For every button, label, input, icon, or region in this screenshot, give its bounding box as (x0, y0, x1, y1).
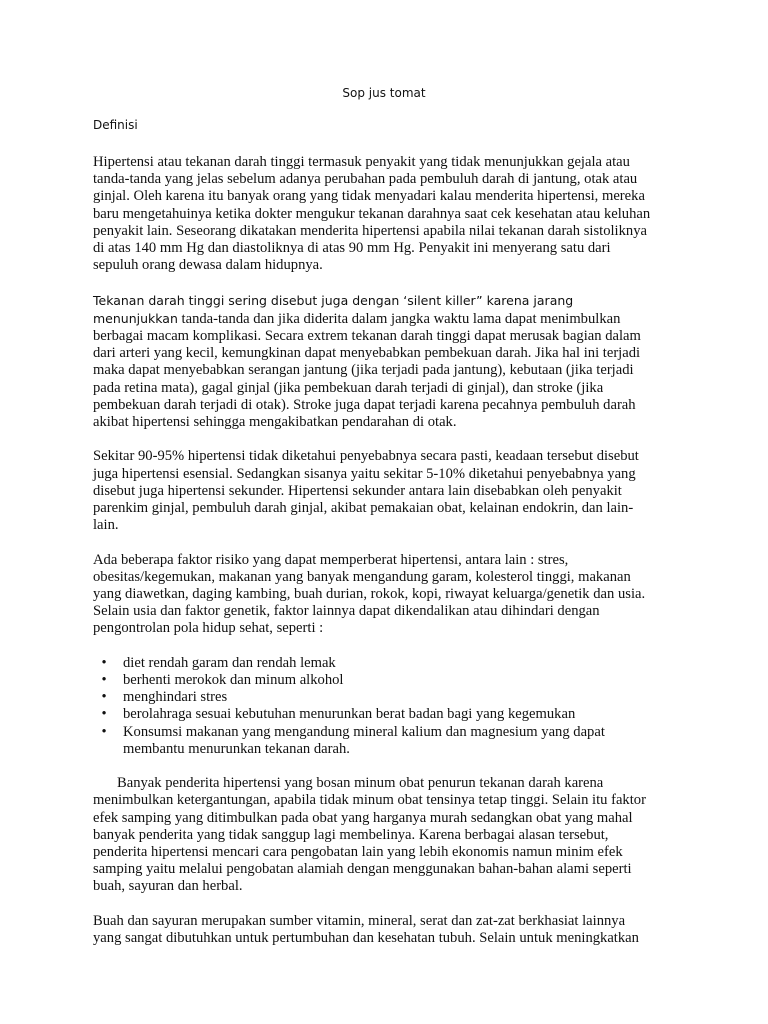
bullet-icon: • (101, 723, 107, 740)
healthy-lifestyle-list (93, 655, 655, 758)
document-title: Sop jus tomat (342, 86, 426, 100)
list-item (101, 723, 655, 758)
bullet-icon: • (101, 654, 107, 671)
list-item-text: diet rendah garam dan rendah lemak (123, 654, 336, 671)
bullet-icon: • (101, 689, 107, 706)
paragraph-risk-factors: Ada beberapa faktor risiko yang dapat memperberat hipertensi, antara lain : stres, obesitas/kegemukan, makanan yang banyak mengandung garam, kolesterol tinggi, makanan yang diawetkan, daging kambing, buah durian, rokok, kopi, riwayat keluarga/genetik dan usia. Selain usia dan faktor genetik, faktor lainnya dapat dikendalikan atau dihindari dengan pengontrolan pola hidup sehat, seperti : (93, 551, 646, 637)
bullet-icon: • (101, 706, 107, 723)
list-item-text: menghindari stres (123, 689, 228, 706)
paragraph-rest: tanda-tanda dan jika diderita dalam jangka waktu lama dapat menimbulkan berbagai macam komplikasi. Secara extrem tekanan darah tinggi dapat merusak bagian dalam dari arteri yang kecil, kemungkinan dapat menyebabkan pembekuan darah. Jika hal ini terjadi maka dapat menyebabkan serangan jantung (jika terjadi pada jantung), kebutaan (jika terjadi pada retina mata), gagal ginjal (jika pembekuan darah terjadi di ginjal), dan stroke (jika pembekuan darah terjadi di otak). Stroke juga dapat terjadi karena pecahnya pembuluh darah akibat hipertensi sehingga mengakibatkan pendarahan di otak. (93, 310, 641, 431)
list-item (101, 672, 655, 689)
bullet-icon: • (101, 672, 107, 689)
paragraph-alternative-treatment: Banyak penderita hipertensi yang bosan minum obat penurun tekanan darah karena menimbulkan ketergantungan, apabila tidak minum obat tensinya tetap tinggi. Selain itu faktor efek samping yang ditimbulkan pada obat yang harganya murah sedangkan obat yang mahal banyak penderita yang tidak sanggup lagi membelinya. Karena berbagai alasan tersebut, penderita hipertensi mencari cara pengobatan lain yang lebih ekonomis namun minim efek samping yaitu melalui pengobatan alamiah dengan menggunakan bahan-bahan alami seperti buah, sayuran dan herbal. (93, 775, 646, 895)
list-item (101, 706, 655, 723)
list-item-text: berhenti merokok dan minum alkohol (123, 672, 344, 689)
list-item-text: Konsumsi makanan yang mengandung mineral kalium dan magnesium yang dapat membantu menurunkan tekanan darah. (123, 723, 605, 757)
paragraph-silent-killer (93, 292, 655, 432)
document-body (93, 154, 655, 964)
paragraph-definition: Hipertensi atau tekanan darah tinggi termasuk penyakit yang tidak menunjukkan gejala atau tanda-tanda yang jelas sebelum adanya perubahan pada pembuluh darah di jantung, otak atau ginjal. Oleh karena itu banyak orang yang tidak menyadari kalau menderita hipertensi, mereka baru mengetahuinya ketika dokter mengukur tekanan darahnya saat cek kesehatan atau keluhan penyakit lain. Seseorang dikatakan menderita hipertensi apabila nilai tekanan darah sistoliknya di atas 140 mm Hg dan diastoliknya di atas 90 mm Hg. Penyakit ini menyerang satu dari sepuluh orang dewasa dalam hidupnya. (93, 154, 651, 274)
list-item (101, 689, 655, 706)
paragraph-fruits-vegetables: Buah dan sayuran merupakan sumber vitamin, mineral, serat dan zat-zat berkhasiat lainnya yang sangat dibutuhkan untuk pertumbuhan dan kesehatan tubuh. Selain untuk meningkatkan (93, 912, 639, 947)
list-item-text: berolahraga sesuai kebutuhan menurunkan berat badan bagi yang kegemukan (123, 706, 576, 723)
list-item (101, 654, 655, 672)
paragraph-causes: Sekitar 90-95% hipertensi tidak diketahui penyebabnya secara pasti, keadaan tersebut disebut juga hipertensi esensial. Sedangkan sisanya yaitu sekitar 5-10% diketahui penyebabnya yang disebut juga hipertensi sekunder. Hipertensi sekunder antara lain disebabkan oleh penyakit parenkim ginjal, pembuluh darah ginjal, akibat pemakaian obat, kelainan endokrin, dan lain-lain. (93, 448, 639, 534)
paragraph-lead-line: Tekanan darah tinggi sering disebut juga dengan ‘silent killer” karena jarang menunjukkan (93, 292, 574, 326)
section-heading: Definisi (93, 118, 138, 132)
